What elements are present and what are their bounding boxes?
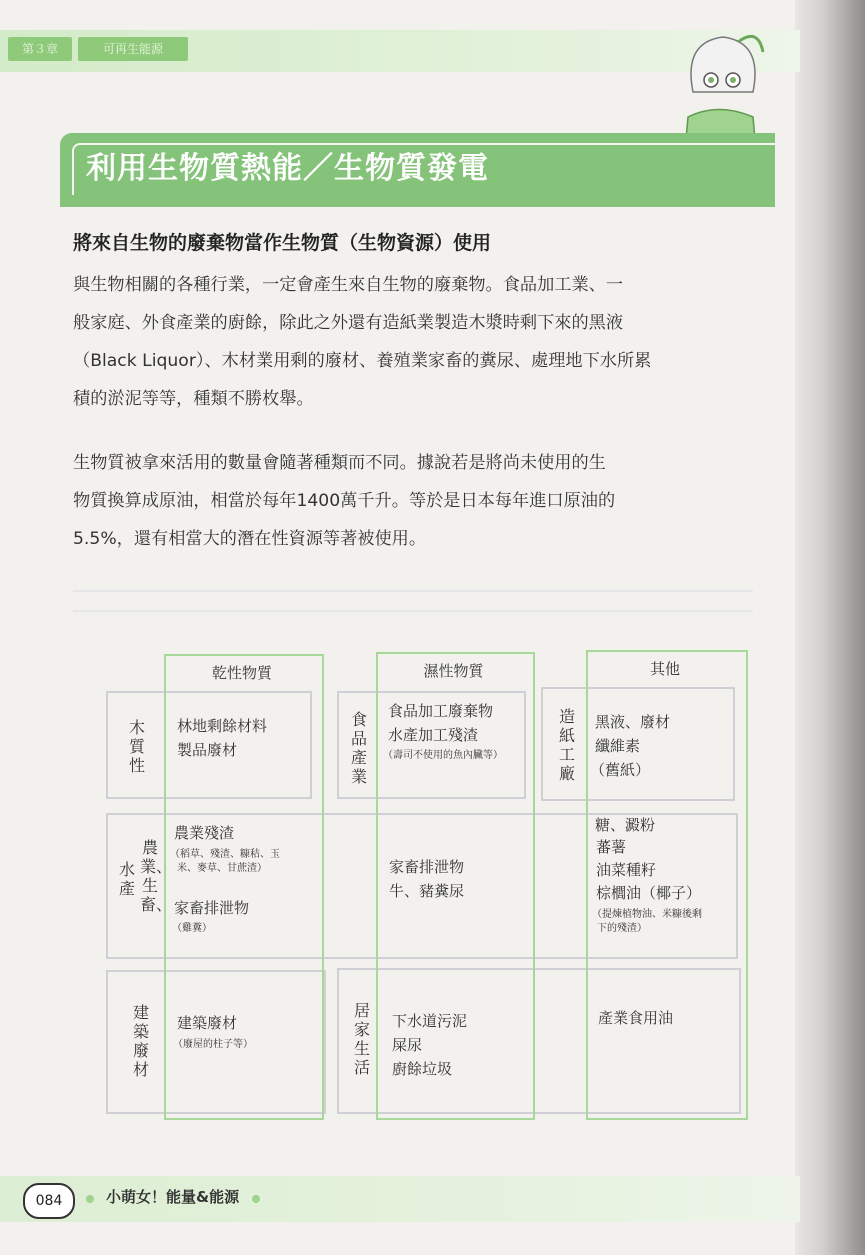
row2-wet-item: 牛、豬糞尿: [389, 882, 465, 900]
paragraph-line: 積的淤泥等等，種類不勝枚舉。: [73, 389, 314, 409]
book-title: 小萌女！能量&能源: [106, 1188, 240, 1206]
row1-other-item: 黑液、廢材: [595, 713, 671, 731]
row1-other-category-label: 造紙工廠: [558, 707, 575, 783]
section-subheading: 將來自生物的廢棄物當作生物質（生物資源）使用: [73, 232, 492, 254]
row2-category-label-right: 農業、生畜、: [140, 838, 173, 914]
row2-other-item: 棕櫚油（椰子）: [596, 884, 702, 902]
row3-wet-item: 屎尿: [392, 1036, 423, 1054]
page-title: 利用生物質熱能／生物質發電: [86, 151, 489, 186]
row3-wet-item: 下水道污泥: [392, 1012, 468, 1030]
chapter-name-tab: 可再生能源: [78, 37, 188, 61]
paragraph-line: （Black Liquor）、木材業用剩的廢材、養殖業家畜的糞尿、處理地下水所累: [73, 351, 652, 371]
row1-dry-item: 製品廢材: [177, 741, 238, 759]
row2-wet-item: 家畜排泄物: [389, 858, 465, 876]
row1-wet-note: （壽司不使用的魚內臟等）: [383, 750, 503, 761]
row1-other-item: 纖維素: [595, 737, 641, 755]
row2-dry-note: （雞糞）: [172, 923, 212, 934]
row2-other-item: 蕃薯: [596, 838, 627, 856]
paragraph-line: 般家庭、外食產業的廚餘，除此之外還有造紙業製造木漿時剩下來的黑液: [73, 313, 624, 333]
page-number: 084: [23, 1183, 75, 1219]
row2-other-note: 下的殘渣）: [597, 923, 647, 934]
row3-dry-note: （廢屋的柱子等）: [173, 1039, 253, 1050]
row2-other-note: （提煉植物油、米糠後剩: [592, 909, 702, 920]
column-header-dry: 乾性物質: [211, 664, 272, 682]
row1-dry-item: 林地剩餘材料: [177, 717, 268, 735]
row2-category-label-left: 水產: [118, 860, 135, 898]
column-header-wet: 濕性物質: [423, 662, 484, 680]
row2-dry-item: 農業殘渣: [174, 824, 235, 842]
chapter-number-tab: 第３章: [8, 37, 72, 61]
paragraph-line: 5.5%，還有相當大的潛在性資源等著被使用。: [73, 529, 427, 549]
row1-wet-item: 食品加工廢棄物: [388, 702, 494, 720]
row1-wet-item: 水產加工殘渣: [388, 726, 479, 744]
paragraph-line: 與生物相關的各種行業，一定會產生來自生物的廢棄物。食品加工業、一: [73, 275, 624, 295]
row3-wet-item: 廚餘垃圾: [392, 1060, 453, 1078]
row1-wet-category-label: 食品產業: [350, 710, 367, 786]
row2-other-item: 糖、澱粉: [595, 816, 656, 834]
row2-dry-note: （稻草、殘渣、糠秸、玉: [170, 849, 280, 860]
footer-dot-icon: [252, 1195, 260, 1203]
row1-other-item: （舊紙）: [590, 761, 651, 779]
column-header-other: 其他: [649, 660, 680, 678]
row3-other-item: 產業食用油: [598, 1009, 674, 1027]
row3-dry-item: 建築廢材: [177, 1014, 238, 1032]
row2-dry-note: 米、麥草、甘蔗渣）: [177, 863, 267, 874]
paragraph-line: 生物質被拿來活用的數量會隨著種類而不同。據說若是將尚未使用的生: [73, 453, 606, 473]
row1-category-label: 木質性: [128, 718, 145, 775]
row2-other-item: 油菜種籽: [596, 861, 657, 879]
paragraph-line: 物質換算成原油，相當於每年1400萬千升。等於是日本每年進口原油的: [73, 491, 616, 511]
footer-dot-icon: [86, 1195, 94, 1203]
row2-dry-item: 家畜排泄物: [174, 899, 250, 917]
row3-wet-category-label: 居家生活: [353, 1001, 370, 1077]
row3-category-label: 建築廢材: [132, 1003, 149, 1079]
